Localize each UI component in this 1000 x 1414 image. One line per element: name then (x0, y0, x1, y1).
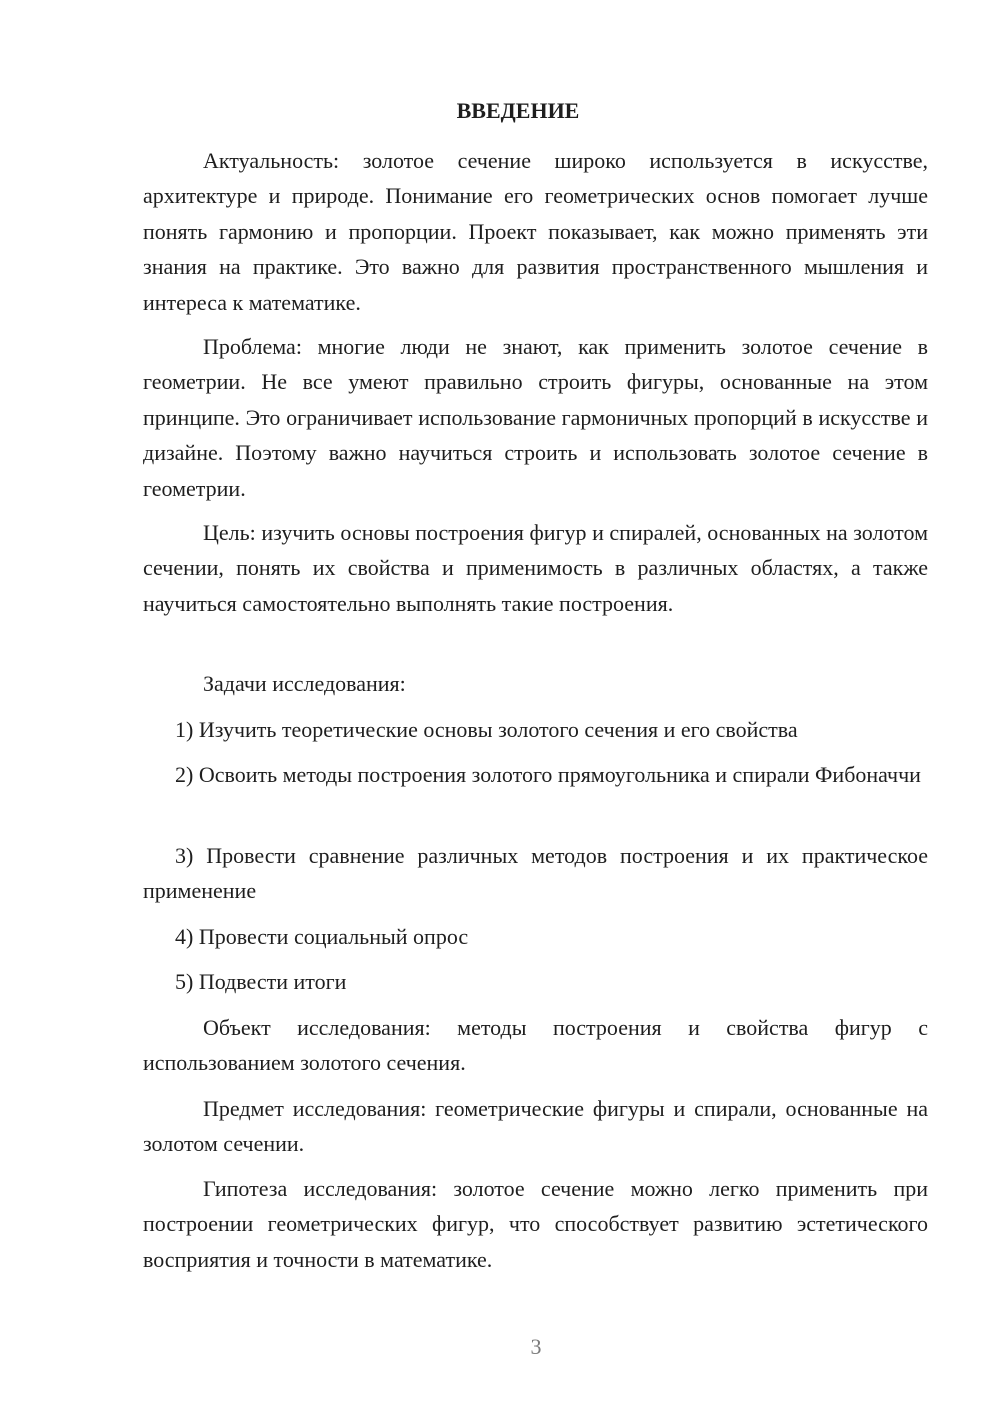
task-item-3: 3) Провести сравнение различных методов построения и их практическое применение (143, 843, 928, 904)
paragraph-relevance: Актуальность: золотое сечение широко используется в искусстве, архитектуре и природе. Понимание его геометрических основ помогает лучше понять гармонию и пропорции. Проект показывает, как можно применять эти знания на практике. Это важно для развития пространственного мышления и интереса к математике. (143, 148, 928, 315)
paragraph-goal: Цель: изучить основы построения фигур и спиралей, основанных на золотом сечении, понять их свойства и применимость в различных областях, а также научиться самостоятельно выполнять такие построения. (143, 520, 928, 616)
tasks-heading: Задачи исследования: (203, 671, 406, 696)
page-number: 3 (530, 1334, 542, 1359)
paragraph-hypothesis: Гипотеза исследования: золотое сечение можно легко применить при построении геометрических фигур, что способствует развитию эстетического восприятия и точности в математике. (143, 1176, 928, 1272)
task-item-2: 2) Освоить методы построения золотого прямоугольника и спирали Фибоначчи (175, 762, 921, 787)
paragraph-subject: Предмет исследования: геометрические фигуры и спирали, основанные на золотом сечении. (143, 1096, 928, 1157)
task-item-5: 5) Подвести итоги (175, 969, 347, 994)
task-item-1: 1) Изучить теоретические основы золотого сечения и его свойства (175, 717, 798, 742)
section-title: ВВЕДЕНИЕ (456, 98, 580, 123)
paragraph-object: Объект исследования: методы построения и свойства фигур с использованием золотого сечения. (143, 1015, 928, 1076)
task-item-4: 4) Провести социальный опрос (175, 924, 469, 949)
paragraph-problem: Проблема: многие люди не знают, как применить золотое сечение в геометрии. Не все умеют правильно строить фигуры, основанные на этом принципе. Это ограничивает использование гармоничных пропорций в искусстве и дизайне. Поэтому важно научиться строить и использовать золотое сечение в геометрии. (143, 334, 928, 501)
